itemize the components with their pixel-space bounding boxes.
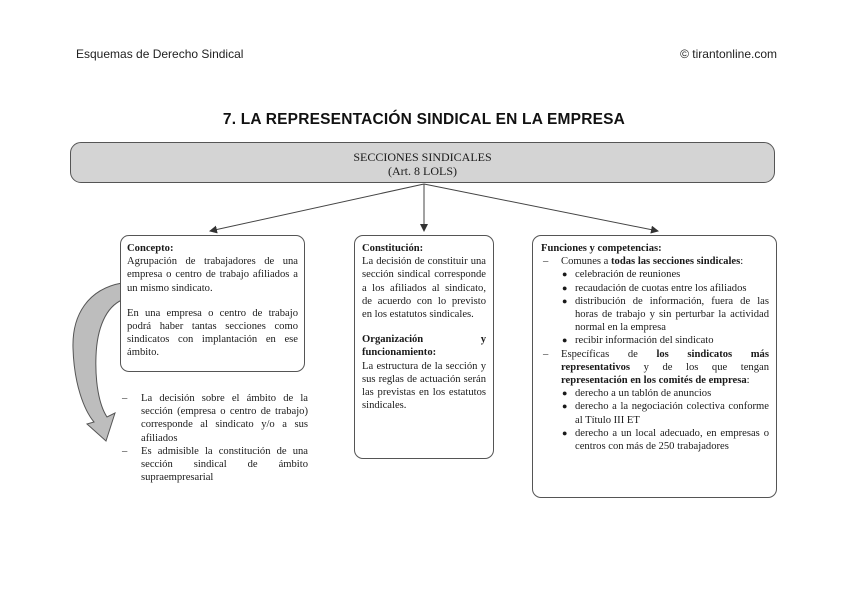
list-item [541,295,769,335]
concepto-text1: Agrupación de trabajadores de una empresa o centro de trabajo afiliados a un mismo sindicato. [127,256,298,294]
dash-marker: – [543,256,549,268]
specific-bold1: los sindicatos más representativos [561,348,769,373]
dash-marker: – [122,393,128,404]
common-bold: todas las secciones sindicales [611,256,741,268]
top-box-line1: SECCIONES SINDICALES [353,150,492,164]
organizacion-heading: Organización y funcionamiento: [362,334,486,359]
concepto-notes [120,392,308,484]
concepto-note [120,445,308,485]
bullet-marker: ● [562,269,568,280]
list-item [541,427,769,453]
top-box-line2: (Art. 8 LOLS) [388,164,457,178]
specific-prefix: Específicas de [561,348,657,360]
bullet-marker: ● [562,295,568,306]
page-title: 7. LA REPRESENTACIÓN SINDICAL EN LA EMPRESA [222,111,626,128]
specific-item-text: derecho a la negociación colectiva conforme al Título III ET [575,401,769,426]
list-item [541,282,769,295]
concepto-note-text: La decisión sobre el ámbito de la sección (empresa o centro de trabajo) corresponde al sindicato y/o a sus afiliados [141,393,308,444]
list-item [541,334,769,347]
arrow-to-concepto [210,184,424,231]
funciones-specific-text [561,348,769,388]
curved-arrow-shape [73,283,122,441]
list-item [541,268,769,281]
list-item [541,387,769,400]
common-prefix: Comunes a [561,256,612,268]
concepto-box [120,235,305,372]
header-left: Esquemas de Derecho Sindical [76,47,244,61]
list-item [541,400,769,426]
common-item-text: recibir información del sindicato [575,335,714,347]
common-item-text: distribución de información, fuera de las horas de trabajo y sin perturbar la actividad normal en la empresa [575,295,769,334]
dash-marker: – [122,445,128,457]
funciones-box [532,235,777,498]
funciones-specific-group [541,348,769,388]
specific-item-text: derecho a un tablón de anuncios [575,388,712,400]
common-item-text: recaudación de cuotas entre los afiliados [575,282,747,294]
concepto-note [120,392,308,445]
arrow-to-funciones [424,184,658,231]
specific-bold2: representación en los comités de empresa [561,375,747,387]
common-item-text: celebración de reuniones [575,269,681,281]
concepto-note-text: Es admisible la constitución de una sección sindical de ámbito supraempresarial [141,445,308,484]
constitucion-text: La decisión de constituir una sección sindical corresponde a los afiliados al sindicato, de acuerdo con lo previsto en los estatutos sindicales. [362,256,486,321]
specific-mid: y de los que tengan [630,361,769,373]
dash-marker: – [543,348,549,360]
funciones-heading: Funciones y competencias: [541,243,662,254]
specific-suffix: : [746,375,750,387]
bullet-marker: ● [562,427,568,438]
constitucion-heading: Constitución: [362,243,424,254]
funciones-common-group [541,255,769,268]
header-right: © tirantonline.com [680,47,777,61]
constitucion-box [354,235,494,459]
funciones-common-text [561,255,769,268]
bullet-marker: ● [562,401,568,412]
common-suffix: : [740,256,744,268]
bullet-marker: ● [562,282,568,293]
bullet-marker: ● [562,388,568,399]
concepto-heading: Concepto: [127,243,174,254]
bullet-marker: ● [562,335,568,346]
organizacion-text: La estructura de la sección y sus reglas de actuación serán las previstas en los estatutos sindicales. [362,360,486,412]
specific-item-text: derecho a un local adecuado, en empresas o centros con más de 250 trabajadores [575,427,769,453]
concepto-text2: En una empresa o centro de trabajo podrá haber tantas secciones como sindicatos con implantación en ese ámbito. [127,307,298,359]
